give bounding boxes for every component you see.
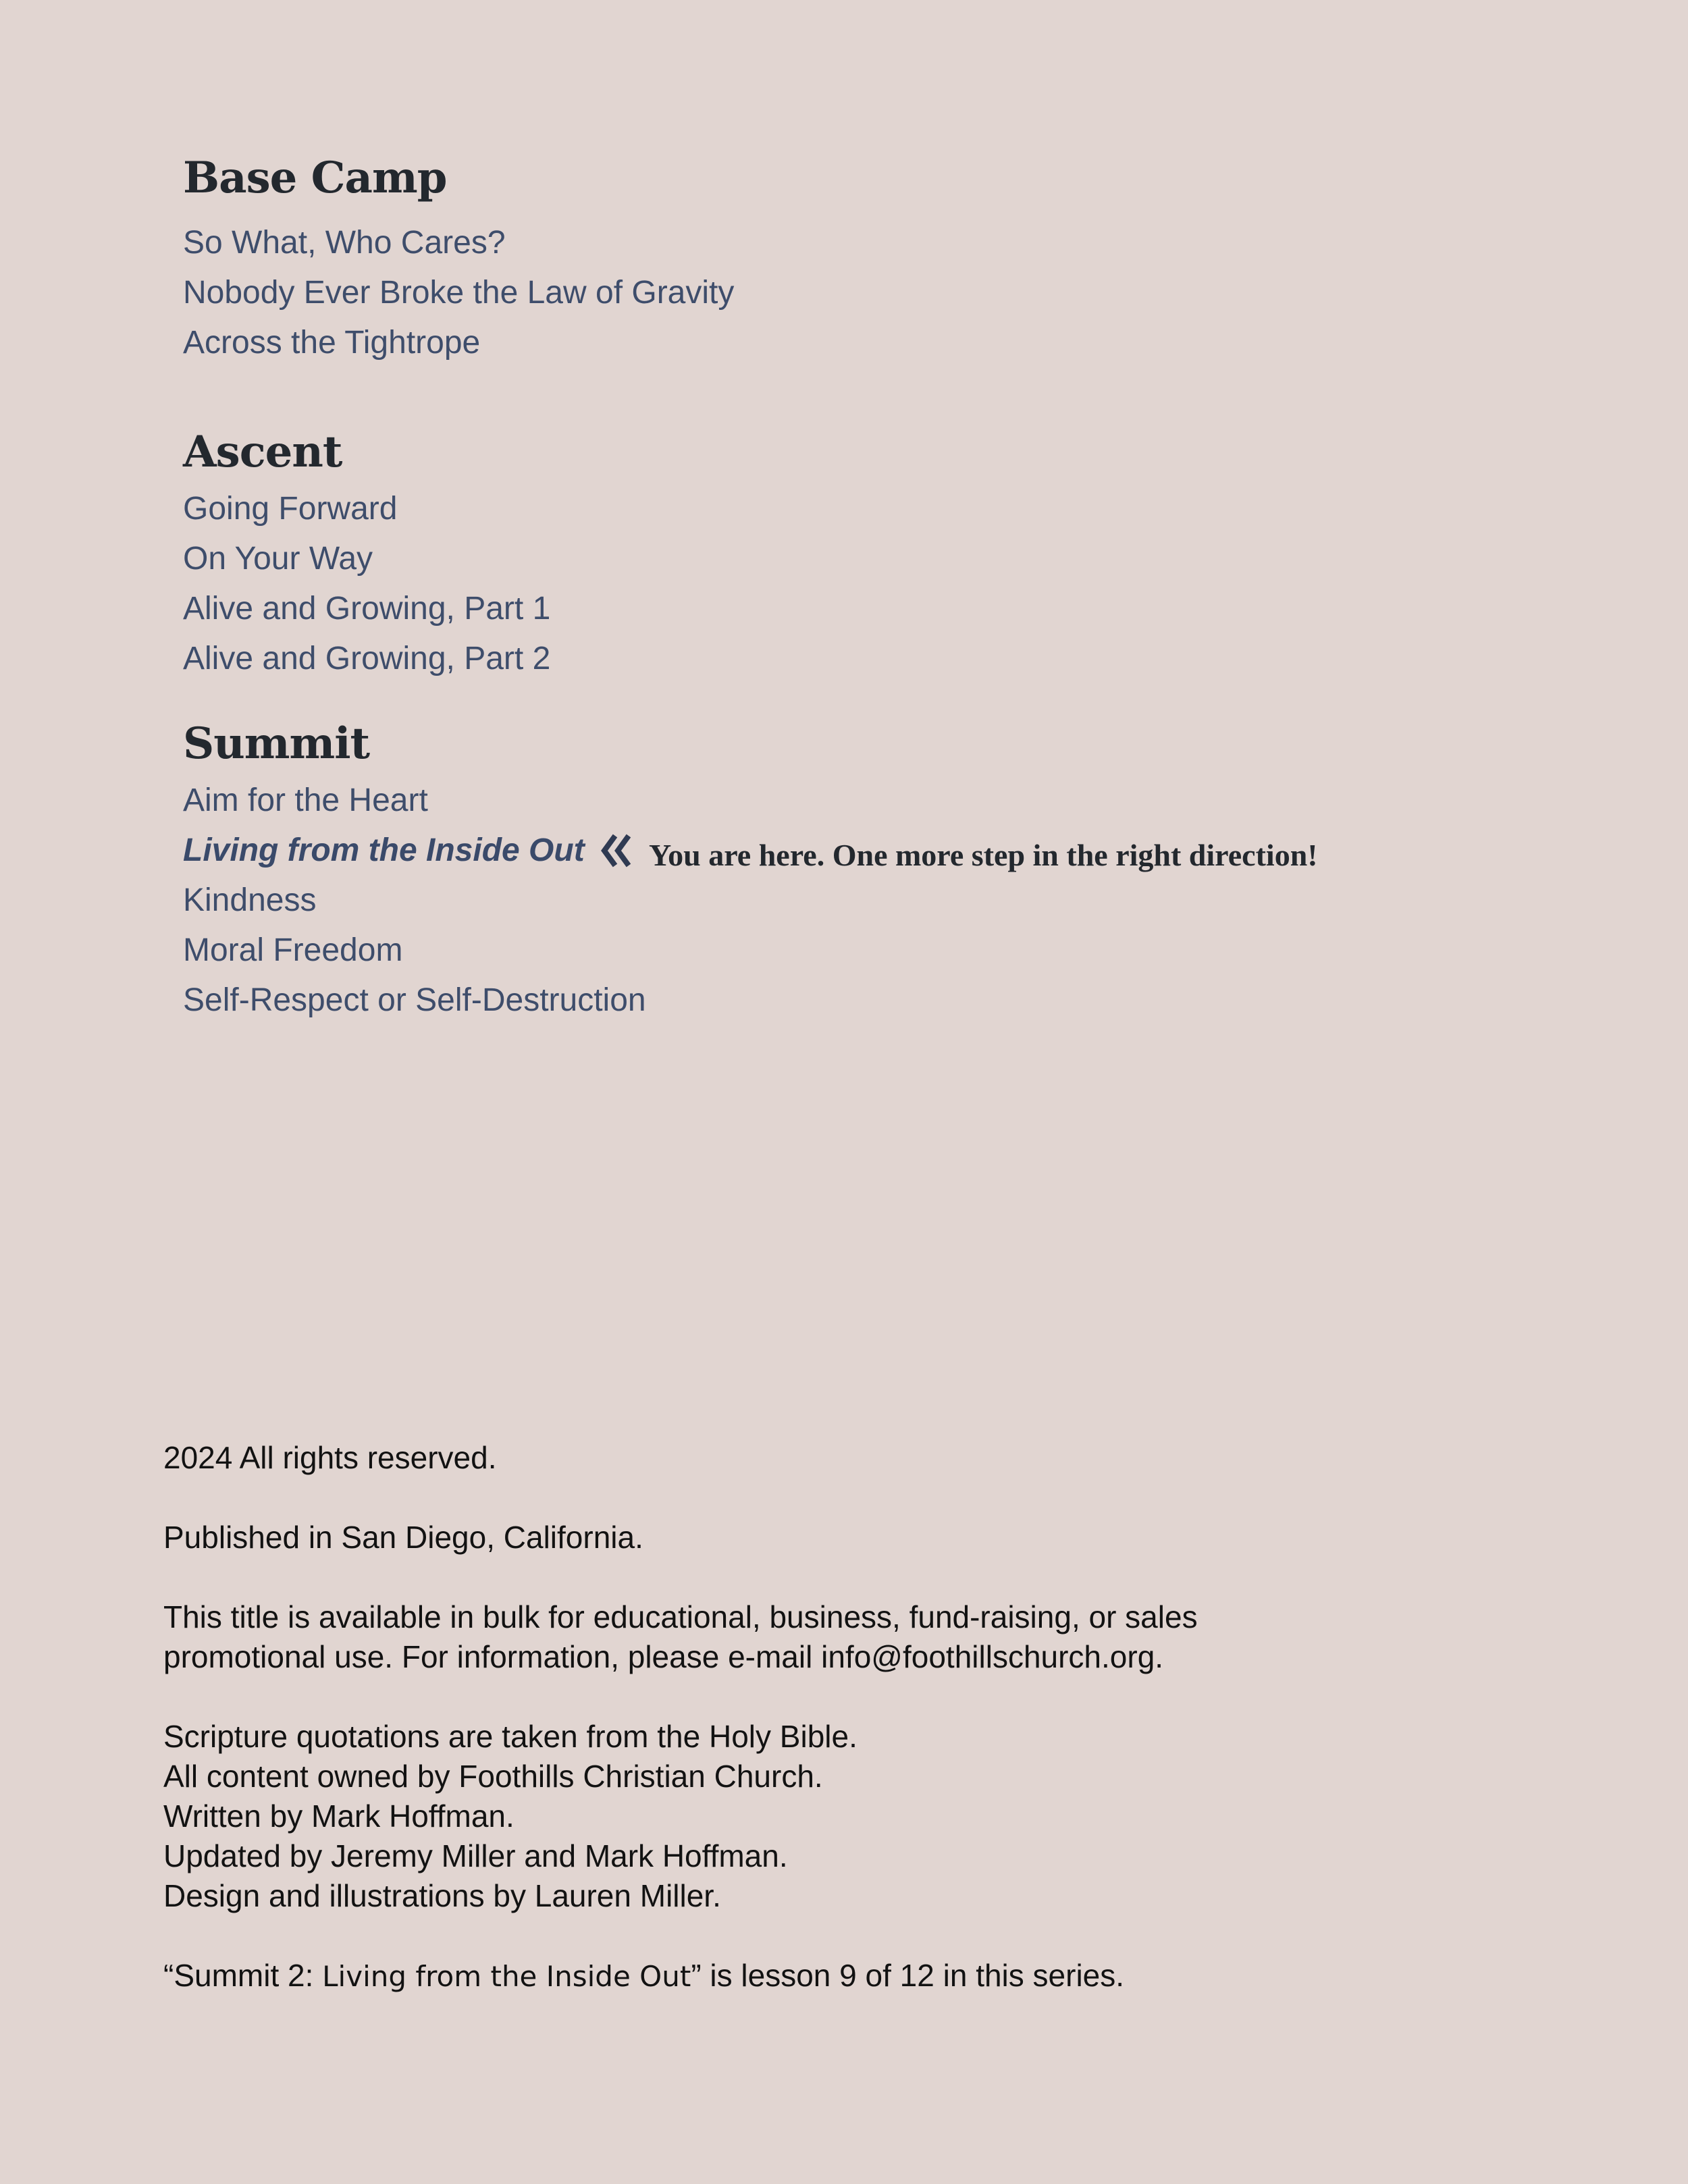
lesson-prefix: “Summit 2:	[163, 1958, 323, 1993]
credit-design: Design and illustrations by Lauren Miller.	[163, 1878, 721, 1913]
toc-item-alive-and-growing-part-2[interactable]: Alive and Growing, Part 2	[183, 641, 551, 676]
toc-item-on-your-way[interactable]: On Your Way	[183, 541, 373, 577]
toc-item-alive-and-growing-part-1[interactable]: Alive and Growing, Part 1	[183, 591, 551, 627]
bulk-line-1: This title is available in bulk for educational, business, fund-raising, or sales	[163, 1599, 1198, 1634]
lesson-title: Living from the Inside Out	[322, 1960, 691, 1993]
section-heading-base-camp: Base Camp	[183, 153, 447, 203]
colophon	[163, 1438, 1548, 2036]
you-are-here-note: You are here. One more step in the right direction!	[649, 838, 1318, 872]
credit-update: Updated by Jeremy Miller and Mark Hoffman.	[163, 1838, 788, 1873]
toc-item-law-of-gravity[interactable]: Nobody Ever Broke the Law of Gravity	[183, 275, 735, 311]
rights-notice: 2024 All rights reserved.	[163, 1440, 497, 1475]
toc-item-going-forward[interactable]: Going Forward	[183, 491, 398, 527]
section-heading-ascent: Ascent	[183, 427, 342, 477]
section-heading-summit: Summit	[183, 718, 370, 769]
toc-item-moral-freedom[interactable]: Moral Freedom	[183, 932, 403, 968]
toc-item-aim-for-the-heart[interactable]: Aim for the Heart	[183, 782, 428, 818]
toc-item-living-from-the-inside-out[interactable]: Living from the Inside Out	[183, 832, 585, 868]
bulk-availability	[163, 1597, 1548, 1677]
toc-item-self-respect-or-self-destruction[interactable]: Self-Respect or Self-Destruction	[183, 982, 646, 1018]
toc-item-so-what-who-cares[interactable]: So What, Who Cares?	[183, 225, 506, 261]
double-chevron-left-icon	[599, 830, 633, 871]
credits	[163, 1717, 1548, 1916]
bulk-line-2: promotional use. For information, please e-mail info@foothillschurch.org.	[163, 1639, 1164, 1674]
toc-item-kindness[interactable]: Kindness	[183, 882, 317, 918]
credit-scripture: Scripture quotations are taken from the Holy Bible.	[163, 1719, 858, 1754]
credit-author: Written by Mark Hoffman.	[163, 1799, 515, 1834]
toc-item-across-the-tightrope[interactable]: Across the Tightrope	[183, 325, 481, 361]
lesson-suffix: ” is lesson 9 of 12 in this series.	[691, 1958, 1125, 1993]
publication-place: Published in San Diego, California.	[163, 1520, 643, 1555]
lesson-statement	[163, 1956, 1548, 1996]
credit-ownership: All content owned by Foothills Christian Church.	[163, 1759, 823, 1794]
